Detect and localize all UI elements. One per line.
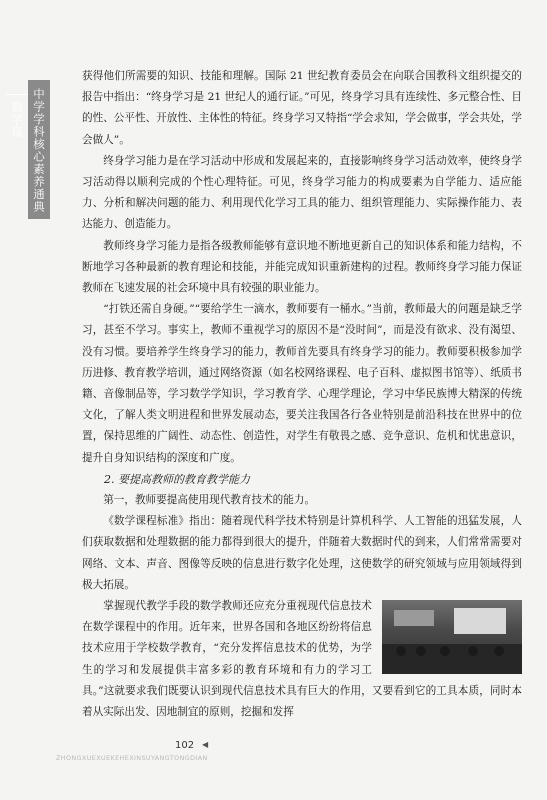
classroom-photo-icon bbox=[382, 600, 522, 674]
running-footer: ZHONGXUEXUEKEHEXINSUYANGTONGDIAN bbox=[56, 754, 208, 762]
part-title: 数学篇 bbox=[6, 94, 28, 213]
projector-screen-icon bbox=[454, 608, 506, 634]
whiteboard-icon bbox=[394, 610, 434, 626]
paragraph: 第一，教师要提高使用现代教育技术的能力。 bbox=[103, 494, 316, 507]
page-number: 102 bbox=[175, 740, 195, 751]
arrow-left-icon: ◀ bbox=[202, 740, 209, 749]
paragraph: 终身学习能力是在学习活动中形成和发展起来的，直接影响终身学习活动效率，使终身学习活动得以顺利完成的个性心理特征。可见，终身学习能力的构成要素为自学能力、适应能力、分析和解决问题的能力、利用现代化学习工具的能力、组织管理能力、实际操作能力、表达能力、创造能力。 bbox=[82, 154, 522, 231]
section-heading: 2. 要提高教师的教育教学能力 bbox=[104, 472, 250, 486]
paragraph: “打铁还需自身硬。”“要给学生一滴水，教师要有一桶水。”当前，教师最大的问题是缺乏学习，甚至不学习。事实上，教师不重视学习的原因不是“没时间”，而是没有欲求、没有渴望、没有习惯。要培养学生终身学习的能力，教师首先要具有终身学习的能力。教师要积极参加学历进修、教育教学培训，通过网络资源（如名校网络课程、电子百科、虚拟图书馆等）、纸质书籍、音像制品等，学习数学学知识，学习教育学、心理学理论，学习中华民族博大精深的传统文化，了解人类文明进程和世界发展动态，要关注我国各行各业特别是前沿科技在世界中的位置，保持思维的广阔性、动态性、创造性，对学生有敬畏之感、竞争意识、危机和忧患意识，提升自身知识结构的深度和广度。 bbox=[82, 303, 522, 464]
paragraph: 《数学课程标准》指出：随着现代科学技术特别是计算机科学、人工智能的迅猛发展，人们获取数据和处理数据的能力都得到很大的提升，伴随着大数据时代的到来，人们常常需要对网络、文本、声音、图像等反映的信息进行数字化处理，这使数学的研究领域与应用领域得到极大拓展。 bbox=[82, 515, 522, 591]
paragraph: 获得他们所需要的知识、技能和理解。国际 21 世纪教育委员会在向联合国教科文组织提交的报告中指出：“终身学习是 21 世纪人的通行证。”可见，终身学习具有连续性、多元整合性、目的性、公平性、开放性、主体性的特征。终身学习又特指“学会求知，学会做事，学会共处，学会做人”。 bbox=[82, 70, 522, 146]
side-tab bbox=[10, 80, 50, 219]
page-body bbox=[82, 66, 522, 723]
paragraph: 掌握现代教学手段的数学教师还应充分重视现代信息技术在数学课程中的作用。近年来，世界各国和各地区纷纷将信息技术应用于学校数学教育，“充分发挥信息技术的优势，为学生的学习和发展提供丰富多彩的教育环境和有力的学习工具。”这就要求我们既要认识到现代信息技术具有巨大的作用，又要看到它的工具本质，同时本着从实际出发、因地制宜的原则，挖掘和发挥 bbox=[82, 600, 522, 719]
series-title: 中学学科核心素养通典 bbox=[32, 88, 46, 213]
paragraph: 教师终身学习能力是指各级教师能够有意识地不断地更新自己的知识体系和能力结构，不断地学习各种最新的教育理论和技能，并能完成知识重新建构的过程。教师终身学习能力保证教师在飞速发展的社会环境中具有较强的职业能力。 bbox=[82, 239, 522, 295]
